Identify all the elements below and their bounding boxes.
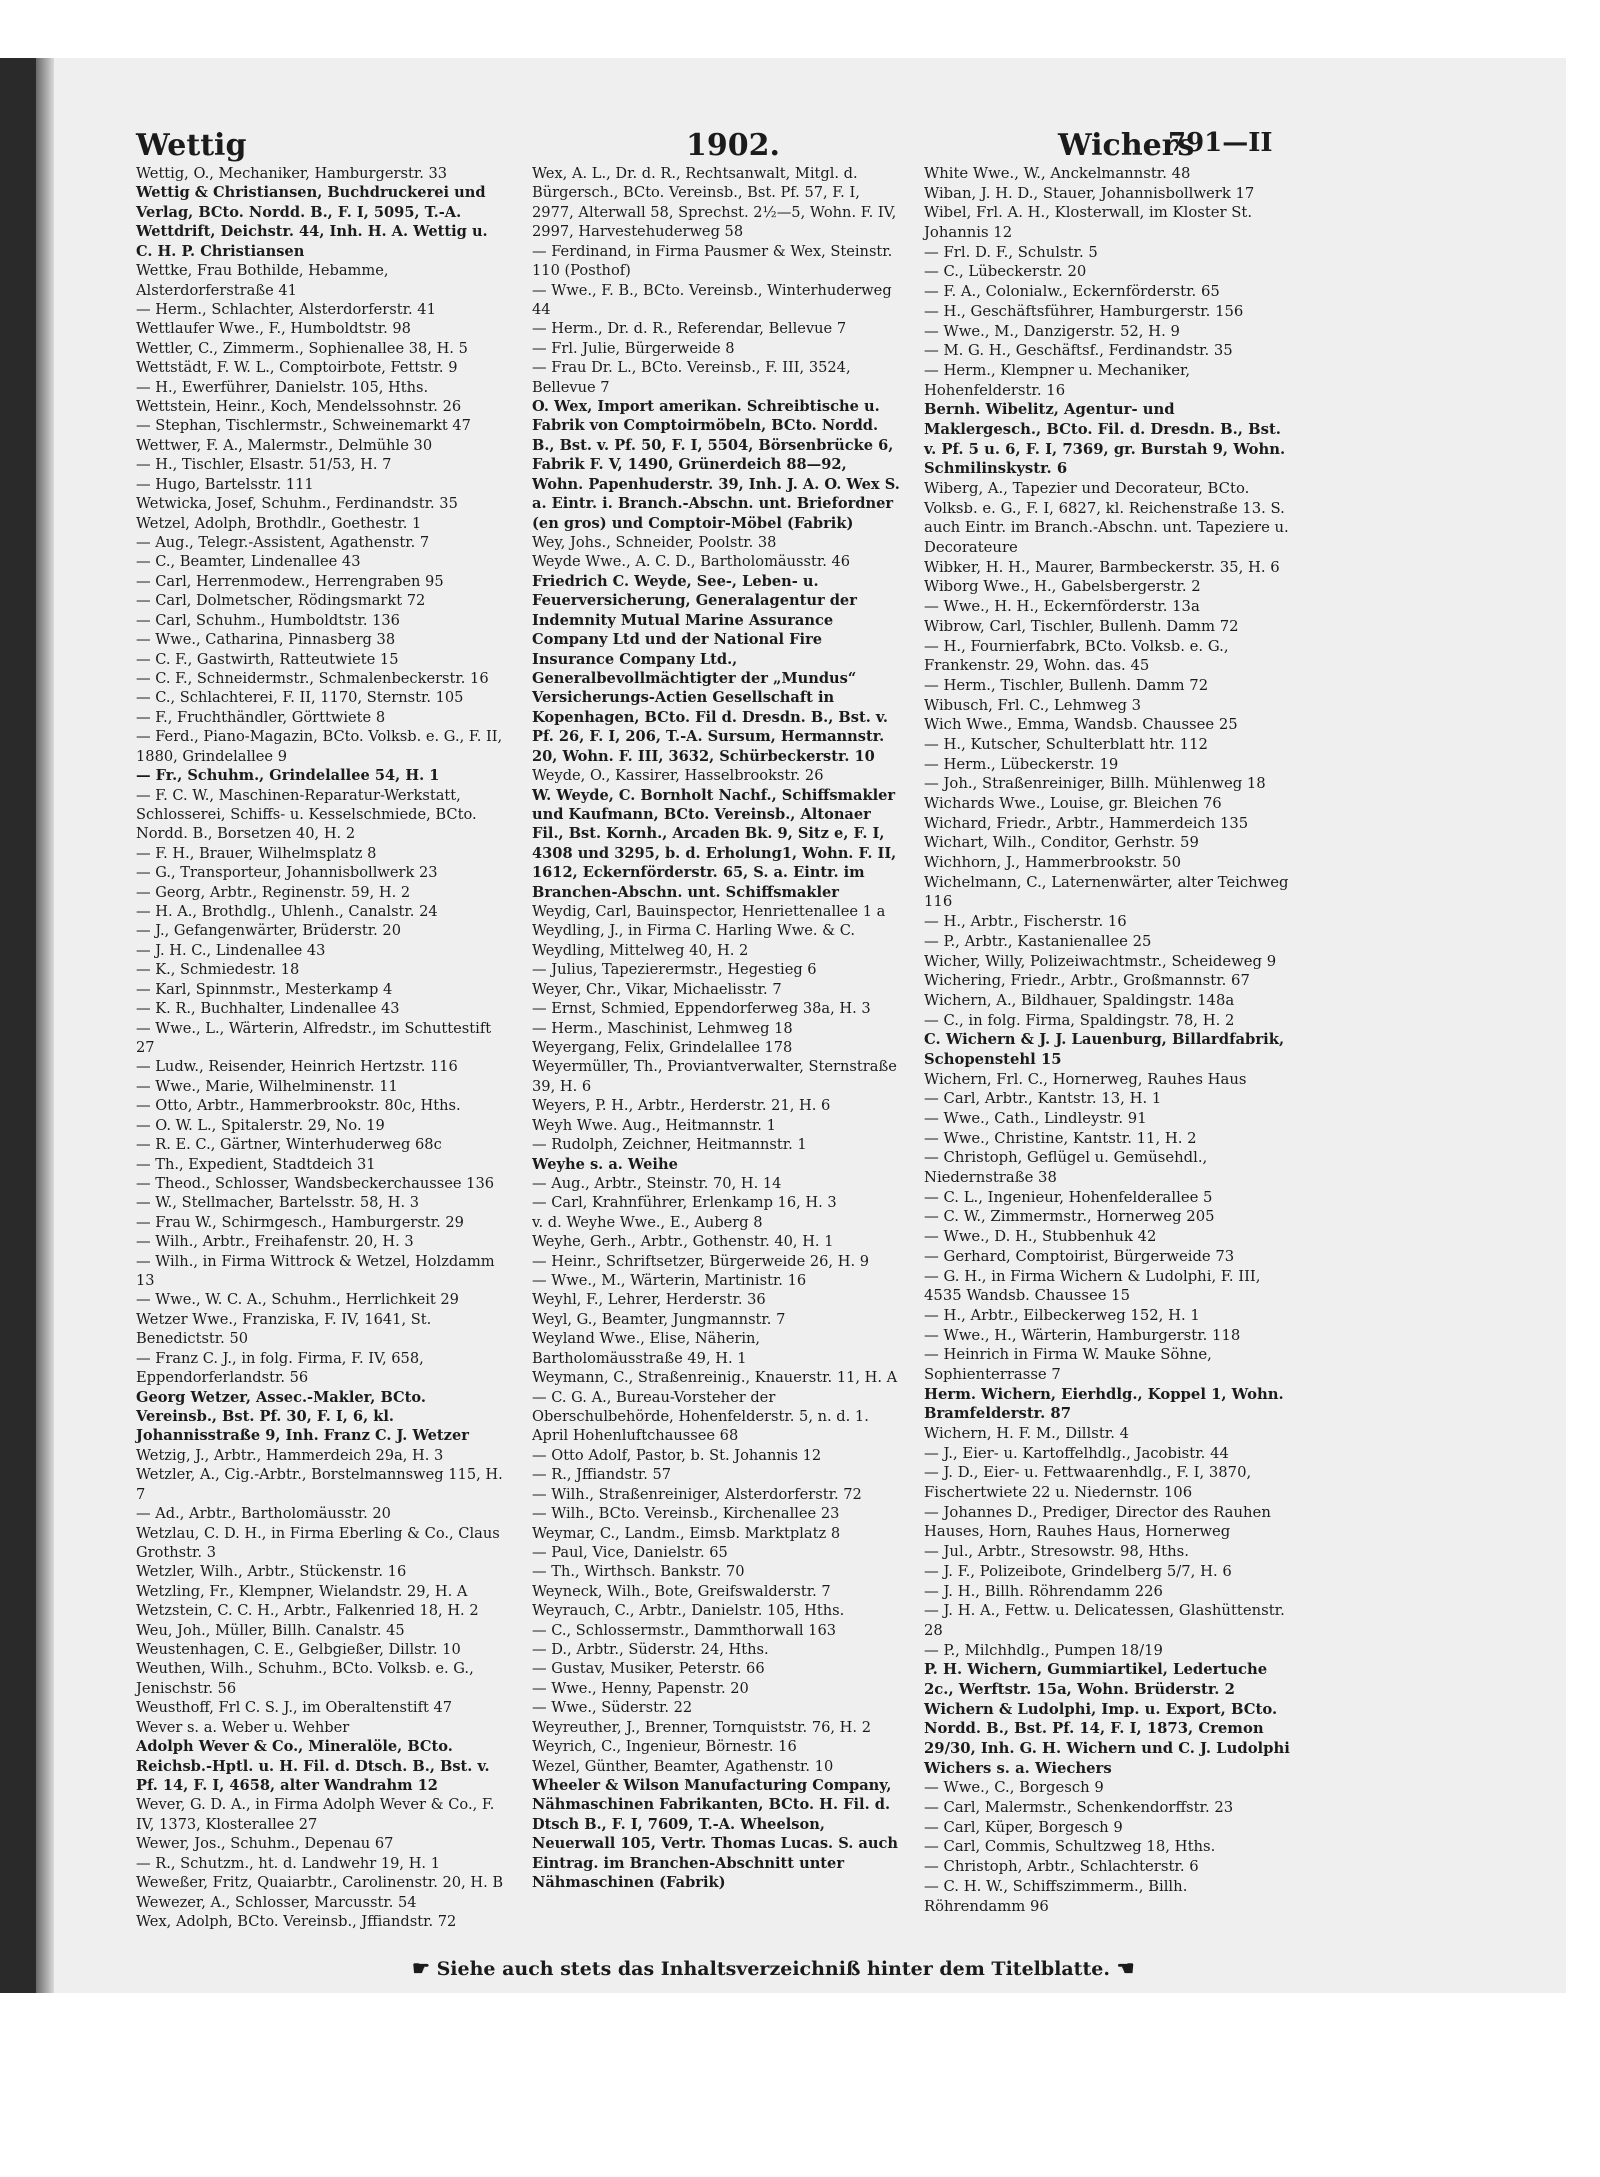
directory-entry: Weymar, C., Landm., Eimsb. Marktplatz 8 (532, 1524, 841, 1542)
directory-entry: — Wwe., W. C. A., Schuhm., Herrlichkeit 29 (136, 1291, 459, 1309)
directory-entry: Weyer, Chr., Vikar, Michaelisstr. 7 (532, 980, 782, 998)
directory-entry: — Wwe., M., Danzigerstr. 52, H. 9 (924, 322, 1180, 340)
directory-entry: — Julius, Tapezierermstr., Hegestieg 6 (532, 961, 817, 979)
directory-entry: Weyrich, C., Ingenieur, Börnestr. 16 (532, 1738, 797, 1756)
directory-entry: — Wwe., H. H., Eckernförderstr. 13a (924, 598, 1200, 616)
directory-entry: — Heinrich in Firma W. Mauke Söhne, Sophienterrasse 7 (924, 1346, 1212, 1383)
directory-entry: — J. D., Eier- u. Fettwaarenhdlg., F. I, 3870, Fischertwiete 22 u. Niedernstr. 106 (924, 1464, 1252, 1502)
directory-entry: P. H. Wichern, Gummiartikel, Ledertuche 2c., Werftstr. 15a, Wohn. Brüderstr. 2 (924, 1661, 1268, 1698)
directory-entry: Weyhl, F., Lehrer, Herderstr. 36 (532, 1291, 766, 1309)
directory-entry: — W., Stellmacher, Bartelsstr. 58, H. 3 (136, 1194, 420, 1212)
page-gutter (36, 58, 54, 1993)
directory-entry: Wiborg Wwe., H., Gabelsbergerstr. 2 (924, 578, 1201, 596)
directory-entry: — Herm., Lübeckerstr. 19 (924, 755, 1119, 773)
directory-entry: Weu, Joh., Müller, Billh. Canalstr. 45 (136, 1621, 405, 1639)
directory-entry: Wichers s. a. Wiechers (924, 1759, 1112, 1777)
directory-entry: — C. W., Zimmermstr., Hornerweg 205 (924, 1208, 1215, 1226)
directory-entry: — Aug., Arbtr., Steinstr. 70, H. 14 (532, 1174, 782, 1192)
directory-entry: — H., Fournierfabrk, BCto. Volksb. e. G., Frankenstr. 29, Wohn. das. 45 (924, 637, 1229, 675)
directory-entry: — J. H., Billh. Röhrendamm 226 (924, 1582, 1163, 1600)
directory-entry: — Otto Adolf, Pastor, b. St. Johannis 12 (532, 1446, 822, 1464)
directory-entry: — Rudolph, Zeichner, Heitmannstr. 1 (532, 1136, 807, 1154)
directory-entry: — Wwe., Süderstr. 22 (532, 1699, 693, 1717)
directory-entry: — Theod., Schlosser, Wandsbeckerchaussee 136 (136, 1174, 495, 1192)
directory-entry: — C. G. A., Bureau-Vorsteher der Oberschulbehörde, Hohenfelderstr. 5, n. d. 1. April Hohenluftchaussee 68 (532, 1388, 869, 1445)
directory-entry: Friedrich C. Weyde, See-, Leben- u. Feuerversicherung, Generalagentur der Indemnity Mutual Marine Assurance Company Ltd und der National Fire Insurance Company Ltd., Generalbevollmächtigter der „Mundus“ Versicherungs-Actien Gesellschaft in Kopenhagen, BCto. Fil d. Dresdn. B., Bst. v. Pf. 26, F. I, 206, T.-A. Sursum, Hermannstr. 20, Wohn. F. III, 3632, Schürbeckerstr. 10 (532, 572, 888, 765)
directory-entry: — Frl. Julie, Bürgerweide 8 (532, 339, 735, 357)
directory-entry: Georg Wetzer, Assec.-Makler, BCto. Vereinsb., Bst. Pf. 30, F. I, 6, kl. Johannisstraße 9, Inh. Franz C. J. Wetzer (136, 1388, 469, 1445)
directory-entry: — Carl, Schuhm., Humboldtstr. 136 (136, 611, 400, 629)
directory-entry: Wever, G. D. A., in Firma Adolph Wever & Co., F. IV, 1373, Klosterallee 27 (136, 1796, 495, 1833)
directory-entry: — J. H. A., Fettw. u. Delicatessen, Glashüttenstr. 28 (924, 1602, 1285, 1639)
directory-entry: Wibusch, Frl. C., Lehmweg 3 (924, 696, 1142, 714)
directory-entry: Weweßer, Fritz, Quaiarbtr., Carolinenstr. 20, H. B (136, 1874, 504, 1892)
directory-entry: — Carl, Malermstr., Schenkendorffstr. 23 (924, 1799, 1234, 1817)
pointing-hand-right-icon: ☛ (412, 1956, 430, 1980)
directory-entry: Weydig, Carl, Bauinspector, Henriettenallee 1 a (532, 903, 886, 921)
directory-entry: — K. R., Buchhalter, Lindenallee 43 (136, 1000, 400, 1018)
directory-entry: Wichering, Friedr., Arbtr., Großmannstr. 67 (924, 972, 1250, 990)
directory-entry: Weyrauch, C., Arbtr., Danielstr. 105, Hths. (532, 1602, 845, 1620)
directory-entry: — Wwe., H., Wärterin, Hamburgerstr. 118 (924, 1326, 1241, 1344)
directory-entry: — Ernst, Schmied, Eppendorferweg 38a, H. 3 (532, 1000, 871, 1018)
directory-entry: O. Wex, Import amerikan. Schreibtische u. Fabrik von Comptoirmöbeln, BCto. Nordd. B., Bst. v. Pf. 50, F. I, 5504, Börsenbrücke 6, Fabrik F. V, 1490, Grünerdeich 88—92, Wohn. Papenhuderstr. 39, Inh. J. A. O. Wex S. a. Eintr. i. Branch.-Abschn. unt. Briefordner (en gros) und Comptoir-Möbel (Fabrik) (532, 398, 900, 532)
directory-entry: Weyhe s. a. Weihe (532, 1155, 678, 1173)
directory-entry: Weyland Wwe., Elise, Näherin, Bartholomäusstraße 49, H. 1 (532, 1330, 761, 1367)
directory-entry: — M. G. H., Geschäftsf., Ferdinandstr. 35 (924, 342, 1233, 360)
directory-entry: — F. H., Brauer, Wilhelmsplatz 8 (136, 844, 377, 862)
directory-entry: — Hugo, Bartelsstr. 111 (136, 475, 314, 493)
directory-entry: Wettke, Frau Bothilde, Hebamme, Alsterdorferstraße 41 (136, 262, 389, 299)
directory-entry: — Johannes D., Prediger, Director des Rauhen Hauses, Horn, Rauhes Haus, Hornerweg (924, 1503, 1271, 1541)
directory-entry: — Ad., Arbtr., Bartholomäusstr. 20 (136, 1505, 391, 1523)
directory-entry: C. Wichern & J. J. Lauenburg, Billardfabrik, Schopenstehl 15 (924, 1031, 1285, 1068)
page-number: 791—II (1168, 128, 1273, 158)
directory-entry: Weustenhagen, C. E., Gelbgießer, Dillstr. 10 (136, 1641, 461, 1659)
directory-entry: Wichard, Friedr., Arbtr., Hammerdeich 135 (924, 814, 1249, 832)
directory-entry: — Wwe., C., Borgesch 9 (924, 1779, 1104, 1797)
directory-entry: — Wilh., in Firma Wittrock & Wetzel, Holzdamm 13 (136, 1252, 495, 1290)
directory-entry: — Wwe., F. B., BCto. Vereinsb., Winterhuderweg 44 (532, 281, 892, 318)
directory-entry: — Herm., Klempner u. Mechaniker, Hohenfelderstr. 16 (924, 361, 1191, 399)
directory-entry: — Franz C. J., in folg. Firma, F. IV, 658, Eppendorferlandstr. 56 (136, 1349, 424, 1387)
directory-column-2 (532, 164, 900, 1893)
directory-entry: Wex, Adolph, BCto. Vereinsb., Jffiandstr. 72 (136, 1912, 457, 1930)
directory-entry: Weyneck, Wilh., Bote, Greifswalderstr. 7 (532, 1582, 831, 1600)
directory-entry: Wiberg, A., Tapezier und Decorateur, BCto. Volksb. e. G., F. I, 6827, kl. Reichenstraße 13. S. auch Eintr. im Branch.-Abschn. unt. Tapeziere u. Decorateure (924, 480, 1289, 557)
footer-note (412, 1956, 1135, 1980)
directory-entry: Weyhe, Gerh., Arbtr., Gothenstr. 40, H. 1 (532, 1233, 834, 1251)
directory-entry: Wettstädt, F. W. L., Comptoirbote, Fettstr. 9 (136, 359, 458, 377)
directory-entry: — P., Arbtr., Kastanienallee 25 (924, 932, 1152, 950)
directory-entry: Weydling, J., in Firma C. Harling Wwe. & C. Weydling, Mittelweg 40, H. 2 (532, 922, 856, 959)
directory-entry: Wetzlau, C. D. H., in Firma Eberling & Co., Claus Grothstr. 3 (136, 1524, 500, 1561)
directory-entry: Wewezer, A., Schlosser, Marcusstr. 54 (136, 1893, 417, 1911)
directory-entry: Weyermüller, Th., Proviantverwalter, Sternstraße 39, H. 6 (532, 1058, 897, 1095)
directory-entry: — C. F., Schneidermstr., Schmalenbeckerstr. 16 (136, 669, 489, 687)
directory-entry: Weyergang, Felix, Grindelallee 178 (532, 1038, 793, 1056)
directory-entry: — Jul., Arbtr., Stresowstr. 98, Hths. (924, 1543, 1189, 1561)
directory-entry: — R. E. C., Gärtner, Winterhuderweg 68c (136, 1136, 442, 1154)
directory-entry: Wever s. a. Weber u. Wehber (136, 1718, 350, 1736)
directory-entry: Wiban, J. H. D., Stauer, Johannisbollwerk 17 (924, 184, 1255, 202)
directory-entry: — Ferdinand, in Firma Pausmer & Wex, Steinstr. 110 (Posthof) (532, 242, 893, 280)
directory-entry: Wichards Wwe., Louise, gr. Bleichen 76 (924, 795, 1222, 812)
directory-entry: — Herm., Dr. d. R., Referendar, Bellevue 7 (532, 320, 847, 338)
directory-entry: — Karl, Spinnmstr., Mesterkamp 4 (136, 980, 393, 998)
directory-entry: — Fr., Schuhm., Grindelallee 54, H. 1 (136, 767, 440, 785)
directory-entry: Weymann, C., Straßenreinig., Knauerstr. 11, H. A (532, 1369, 898, 1387)
directory-entry: Weyreuther, J., Brenner, Tornquiststr. 76, H. 2 (532, 1718, 871, 1736)
directory-entry: Weyde, O., Kassirer, Hasselbrookstr. 26 (532, 767, 824, 785)
directory-entry: — Wwe., M., Wärterin, Martinistr. 16 (532, 1272, 807, 1290)
directory-entry: Wheeler & Wilson Manufacturing Company, Nähmaschinen Fabrikanten, BCto. H. Fil. d. Dtsch B., F. I, 7609, T.-A. Wheelson, Neuerwall 105, Vertr. Thomas Lucas. S. auch Eintrag. im Branchen-Abschnitt unter Nähmaschinen (Fabrik) (532, 1777, 898, 1892)
directory-entry: — Gerhard, Comptoirist, Bürgerweide 73 (924, 1247, 1235, 1265)
directory-entry: W. Weyde, C. Bornholt Nachf., Schiffsmakler und Kaufmann, BCto. Vereinsb., Altonaer Fil., Bst. Kornh., Arcaden Bk. 9, Sitz e, F. I, 4308 und 3295, b. d. Erholung1, Wohn. F. II, 1612, Eckernförderstr. 65, S. a. Eintr. im Branchen-Abschn. unt. Schiffsmakler (532, 786, 897, 901)
directory-entry: Weuthen, Wilh., Schuhm., BCto. Volksb. e. G., Jenischstr. 56 (136, 1660, 474, 1697)
directory-entry: — C. H. W., Schiffszimmerm., Billh. Röhrendamm 96 (924, 1877, 1188, 1915)
directory-entry: Wex, A. L., Dr. d. R., Rechtsanwalt, Mitgl. d. Bürgersch., BCto. Vereinsb., Bst. Pf. 57, F. I, 2977, Alterwall 58, Sprechst. 2½—5, Wohn. F. IV, 2997, Harvestehuderweg 58 (532, 165, 897, 241)
directory-entry: Wichart, Wilh., Conditor, Gerhstr. 59 (924, 834, 1199, 852)
directory-entry: — H. A., Brothdlg., Uhlenh., Canalstr. 24 (136, 903, 438, 921)
directory-entry: — Frau Dr. L., BCto. Vereinsb., F. III, 3524, Bellevue 7 (532, 359, 851, 396)
directory-entry: Wettlaufer Wwe., F., Humboldtstr. 98 (136, 320, 411, 338)
directory-entry: — C., in folg. Firma, Spaldingstr. 78, H. 2 (924, 1011, 1235, 1029)
directory-entry: — R., Jffiandstr. 57 (532, 1466, 672, 1484)
directory-entry: Wibrow, Carl, Tischler, Bullenh. Damm 72 (924, 617, 1239, 635)
directory-entry: — Carl, Herrenmodew., Herrengraben 95 (136, 572, 444, 590)
directory-entry: — Carl, Krahnführer, Erlenkamp 16, H. 3 (532, 1194, 837, 1212)
directory-entry: — Th., Expedient, Stadtdeich 31 (136, 1155, 376, 1173)
directory-entry: — Frl. D. F., Schulstr. 5 (924, 243, 1098, 261)
directory-entry: — Wilh., Straßenreiniger, Alsterdorferstr. 72 (532, 1485, 862, 1503)
directory-entry: — Th., Wirthsch. Bankstr. 70 (532, 1563, 745, 1581)
directory-entry: Wibel, Frl. A. H., Klosterwall, im Kloster St. Johannis 12 (924, 204, 1253, 242)
directory-entry: — Carl, Arbtr., Kantstr. 13, H. 1 (924, 1090, 1162, 1108)
directory-entry: — P., Milchhdlg., Pumpen 18/19 (924, 1641, 1163, 1659)
directory-entry: — Ludw., Reisender, Heinrich Hertzstr. 116 (136, 1058, 458, 1076)
directory-entry: — Frau W., Schirmgesch., Hamburgerstr. 29 (136, 1213, 464, 1231)
directory-entry: White Wwe., W., Anckelmannstr. 48 (924, 165, 1191, 182)
directory-entry: — R., Schutzm., ht. d. Landwehr 19, H. 1 (136, 1854, 440, 1872)
directory-entry: — Carl, Commis, Schultzweg 18, Hths. (924, 1838, 1216, 1856)
directory-column-3 (924, 164, 1292, 1916)
directory-entry: — H., Geschäftsführer, Hamburgerstr. 156 (924, 302, 1244, 320)
directory-entry: Wichern, A., Bildhauer, Spaldingstr. 148a (924, 991, 1235, 1009)
directory-entry: — Stephan, Tischlermstr., Schweinemarkt 47 (136, 417, 471, 435)
directory-entry: — Georg, Arbtr., Reginenstr. 59, H. 2 (136, 883, 411, 901)
directory-entry: — H., Arbtr., Fischerstr. 16 (924, 913, 1127, 931)
directory-entry: — Wwe., L., Wärterin, Alfredstr., im Schuttestift 27 (136, 1019, 492, 1056)
directory-entry: Wewer, Jos., Schuhm., Depenau 67 (136, 1835, 394, 1853)
directory-entry: — C., Schlossermstr., Dammthorwall 163 (532, 1621, 837, 1639)
directory-entry: Wichelmann, C., Laternenwärter, alter Teichweg 116 (924, 873, 1289, 911)
directory-entry: — Ferd., Piano-Magazin, BCto. Volksb. e. G., F. II, 1880, Grindelallee 9 (136, 728, 503, 765)
directory-entry: — Joh., Straßenreiniger, Billh. Mühlenweg 18 (924, 775, 1266, 793)
directory-entry: — C., Lübeckerstr. 20 (924, 263, 1087, 281)
directory-entry: Wetzel, Adolph, Brothdlr., Goethestr. 1 (136, 514, 422, 532)
directory-entry: Wey, Johs., Schneider, Poolstr. 38 (532, 534, 777, 552)
directory-entry: — Wilh., BCto. Vereinsb., Kirchenallee 23 (532, 1505, 840, 1523)
directory-entry: — Wwe., Catharina, Pinnasberg 38 (136, 631, 396, 649)
directory-entry: Wetwicka, Josef, Schuhm., Ferdinandstr. 35 (136, 495, 458, 513)
directory-entry: Wetzler, Wilh., Arbtr., Stückenstr. 16 (136, 1563, 407, 1581)
directory-entry: Wicher, Willy, Polizeiwachtmstr., Scheideweg 9 (924, 952, 1277, 970)
directory-entry: — J. F., Polizeibote, Grindelberg 5/7, H. 6 (924, 1562, 1232, 1580)
directory-entry: — F., Fruchthändler, Görttwiete 8 (136, 708, 386, 726)
directory-entry: Wetzler, A., Cig.-Arbtr., Borstelmannsweg 115, H. 7 (136, 1466, 503, 1503)
directory-entry: Wetzstein, C. C. H., Arbtr., Falkenried 18, H. 2 (136, 1602, 479, 1620)
directory-entry: Weyl, G., Beamter, Jungmannstr. 7 (532, 1310, 786, 1328)
directory-entry: — H., Kutscher, Schulterblatt htr. 112 (924, 735, 1208, 753)
directory-entry: Herm. Wichern, Eierhdlg., Koppel 1, Wohn. Bramfelderstr. 87 (924, 1385, 1284, 1423)
directory-entry: Wetzling, Fr., Klempner, Wielandstr. 29, H. A (136, 1582, 468, 1600)
directory-column-1 (136, 164, 504, 1931)
directory-entry: — Aug., Telegr.-Assistent, Agathenstr. 7 (136, 534, 430, 552)
running-head-left: Wettig (136, 128, 247, 163)
directory-entry: — O. W. L., Spitalerstr. 29, No. 19 (136, 1116, 385, 1134)
directory-entry: — Wwe., Marie, Wilhelminenstr. 11 (136, 1077, 398, 1095)
directory-entry: — Wwe., D. H., Stubbenhuk 42 (924, 1228, 1157, 1246)
directory-entry: — Gustav, Musiker, Peterstr. 66 (532, 1660, 765, 1678)
directory-entry: Wettwer, F. A., Malermstr., Delmühle 30 (136, 436, 433, 454)
directory-entry: — Christoph, Geflügel u. Gemüsehdl., Niedernstraße 38 (924, 1149, 1208, 1187)
book-spine (0, 58, 36, 1993)
directory-entry: Wichern & Ludolphi, Imp. u. Export, BCto. Nordd. B., Bst. Pf. 14, F. I, 1873, Cremon 29/30, Inh. G. H. Wichern und C. J. Ludolphi (924, 1700, 1290, 1757)
directory-entry: — Wwe., Henny, Papenstr. 20 (532, 1679, 749, 1697)
directory-entry: — H., Ewerführer, Danielstr. 105, Hths. (136, 378, 429, 396)
directory-entry: — Wwe., Christine, Kantstr. 11, H. 2 (924, 1129, 1197, 1147)
directory-entry: — Carl, Küper, Borgesch 9 (924, 1818, 1123, 1836)
directory-entry: — J., Gefangenwärter, Brüderstr. 20 (136, 922, 401, 940)
directory-entry: Wichern, Frl. C., Hornerweg, Rauhes Haus (924, 1070, 1247, 1088)
directory-entry: Wichhorn, J., Hammerbrookstr. 50 (924, 854, 1182, 872)
directory-entry: — J., Eier- u. Kartoffelhdlg., Jacobistr. 44 (924, 1444, 1229, 1462)
directory-entry: Wettig & Christiansen, Buchdruckerei und Verlag, BCto. Nordd. B., F. I, 5095, T.-A. Wettdrift, Deichstr. 44, Inh. H. A. Wettig u. C. H. P. Christiansen (136, 184, 488, 260)
directory-entry: Weyers, P. H., Arbtr., Herderstr. 21, H. 6 (532, 1097, 831, 1115)
pointing-hand-left-icon: ☚ (1116, 1956, 1135, 1980)
directory-entry: v. d. Weyhe Wwe., E., Auberg 8 (532, 1213, 763, 1231)
directory-entry: — H., Tischler, Elsastr. 51/53, H. 7 (136, 456, 392, 474)
directory-entry: Wezel, Günther, Beamter, Agathenstr. 10 (532, 1757, 834, 1775)
directory-entry: — Heinr., Schriftsetzer, Bürgerweide 26, H. 9 (532, 1252, 870, 1270)
directory-entry: Weyh Wwe. Aug., Heitmannstr. 1 (532, 1116, 776, 1134)
directory-entry: — Christoph, Arbtr., Schlachterstr. 6 (924, 1858, 1199, 1876)
directory-entry: — J. H. C., Lindenallee 43 (136, 941, 326, 959)
footer-text: Siehe auch stets das Inhaltsverzeichniß hinter dem Titelblatte. (436, 1958, 1110, 1980)
directory-entry: — F. C. W., Maschinen-Reparatur-Werkstatt, Schlosserei, Schiffs- u. Kesselschmiede, BCto. Nordd. B., Borsetzen 40, H. 2 (136, 786, 477, 843)
directory-entry: Wibker, H. H., Maurer, Barmbeckerstr. 35, H. 6 (924, 558, 1280, 576)
directory-entry: — C., Beamter, Lindenallee 43 (136, 553, 361, 571)
directory-entry: Weusthoff, Frl C. S. J., im Oberaltenstift 47 (136, 1699, 453, 1717)
directory-entry: — Paul, Vice, Danielstr. 65 (532, 1543, 728, 1561)
directory-entry: — H., Arbtr., Eilbeckerweg 152, H. 1 (924, 1306, 1200, 1324)
directory-entry: — D., Arbtr., Süderstr. 24, Hths. (532, 1641, 769, 1659)
directory-entry: Wetzig, J., Arbtr., Hammerdeich 29a, H. 3 (136, 1446, 444, 1464)
directory-entry: Wettstein, Heinr., Koch, Mendelssohnstr. 26 (136, 398, 462, 416)
directory-entry: — G. H., in Firma Wichern & Ludolphi, F. III, 4535 Wandsb. Chaussee 15 (924, 1267, 1261, 1305)
directory-entry: — Herm., Maschinist, Lehmweg 18 (532, 1019, 793, 1037)
directory-entry: Adolph Wever & Co., Mineralöle, BCto. Reichsb.-Hptl. u. H. Fil. d. Dtsch. B., Bst. v. Pf. 14, F. I, 4658, alter Wandrahm 12 (136, 1738, 490, 1795)
directory-entry: — Wilh., Arbtr., Freihafenstr. 20, H. 3 (136, 1233, 414, 1251)
directory-entry: — C. F., Gastwirth, Ratteutwiete 15 (136, 650, 399, 668)
directory-entry: Wichern, H. F. M., Dillstr. 4 (924, 1425, 1130, 1442)
directory-entry: Wettler, C., Zimmerm., Sophienallee 38, H. 5 (136, 339, 468, 357)
directory-entry: — Herm., Schlachter, Alsterdorferstr. 41 (136, 300, 436, 318)
directory-entry: — Otto, Arbtr., Hammerbrookstr. 80c, Hths. (136, 1097, 461, 1115)
directory-entry: — Herm., Tischler, Bullenh. Damm 72 (924, 676, 1209, 694)
directory-entry: — F. A., Colonialw., Eckernförderstr. 65 (924, 283, 1220, 301)
directory-entry: — C., Schlachterei, F. II, 1170, Sternstr. 105 (136, 689, 464, 707)
directory-entry: Wettig, O., Mechaniker, Hamburgerstr. 33 (136, 165, 448, 182)
directory-entry: — C. L., Ingenieur, Hohenfelderallee 5 (924, 1188, 1213, 1206)
running-head-right: Wichers (1058, 128, 1195, 163)
directory-entry: Wetzer Wwe., Franziska, F. IV, 1641, St. Benedictstr. 50 (136, 1310, 432, 1348)
directory-entry: — G., Transporteur, Johannisbollwerk 23 (136, 864, 438, 882)
directory-entry: — K., Schmiedestr. 18 (136, 961, 300, 979)
directory-entry: Weyde Wwe., A. C. D., Bartholomäusstr. 46 (532, 553, 851, 571)
directory-entry: — Wwe., Cath., Lindleystr. 91 (924, 1110, 1147, 1127)
directory-entry: Bernh. Wibelitz, Agentur- und Maklergesch., BCto. Fil. d. Dresdn. B., Bst. v. Pf. 5 u. 6, F. I, 7369, gr. Burstah 9, Wohn. Schmilinskystr. 6 (924, 401, 1286, 478)
running-head-year: 1902. (686, 128, 780, 163)
directory-entry: — Carl, Dolmetscher, Rödingsmarkt 72 (136, 592, 426, 610)
directory-entry: Wich Wwe., Emma, Wandsb. Chaussee 25 (924, 716, 1238, 734)
